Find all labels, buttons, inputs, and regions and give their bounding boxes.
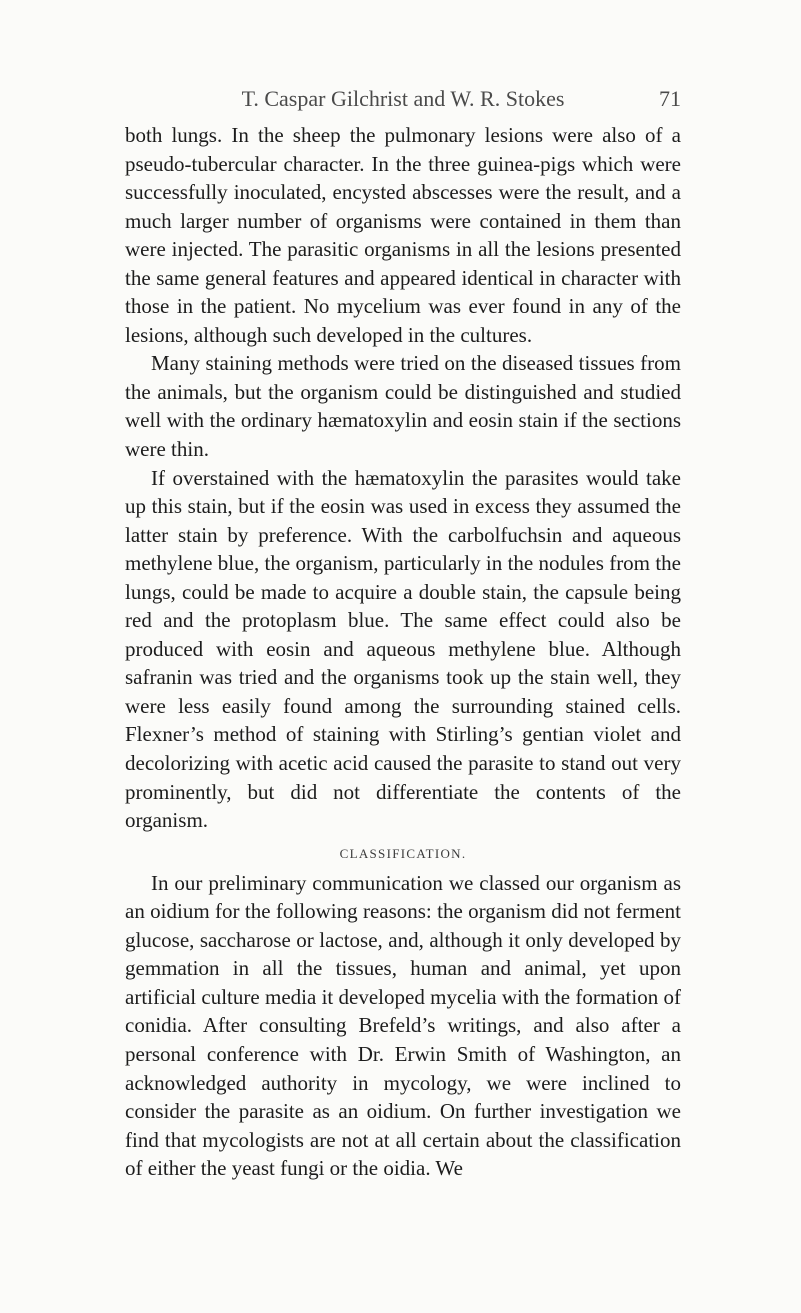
paragraph-staining-methods: Many staining methods were tried on the diseased tissues from the animals, but the organism could be distinguished and studied well with the ordinary hæmatoxylin and eosin stain if the sections were thin.	[125, 351, 681, 462]
running-title: T. Caspar Gilchrist and W. R. Stokes	[241, 86, 565, 111]
running-head	[125, 84, 681, 114]
paragraph-lung-lesions: both lungs. In the sheep the pulmonary lesions were also of a pseudo-tubercular character. In the three guinea-pigs which were successfully inoculated, encysted abscesses were the result, and a much larger number of organisms were contained in them than were injected. The parasitic organisms in all the lesions presented the same general features and appeared identical in character with those in the patient. No mycelium was ever found in any of the lesions, although such developed in the cultures.	[125, 123, 681, 347]
paragraph-classification: In our preliminary communication we classed our organism as an oidium for the following reasons: the organism did not ferment glucose, saccharose or lactose, and, although it only developed by gemmation in all the tissues, human and animal, yet upon artificial culture media it developed mycelia with the formation of conidia. After consulting Brefeld’s writings, and also after a personal conference with Dr. Erwin Smith of Washington, an acknowledged authority in mycology, we were inclined to consider the parasite as an oidium. On further investigation we find that mycologists are not at all certain about the classification of either the yeast fungi or the oidia. We	[125, 870, 681, 1181]
section-heading-classification: CLASSIFICATION.	[339, 845, 467, 861]
paragraph-overstaining: If overstained with the hæmatoxylin the parasites would take up this stain, but if the eosin was used in excess they assumed the latter stain by preference. With the carbolfuchsin and aqueous methylene blue, the organism, particularly in the nodules from the lungs, could be made to acquire a double stain, the capsule being red and the protoplasm blue. The same effect could also be produced with eosin and aqueous methylene blue. Although safranin was tried and the organisms took up the stain well, they were less easily found among the surrounding stained cells. Flexner’s method of staining with Stirling’s gentian violet and decolorizing with acetic acid caused the parasite to stand out very prominently, but did not differentiate the contents of the organism.	[125, 465, 681, 833]
page-number: 71	[659, 86, 681, 111]
body-text	[125, 121, 681, 1183]
